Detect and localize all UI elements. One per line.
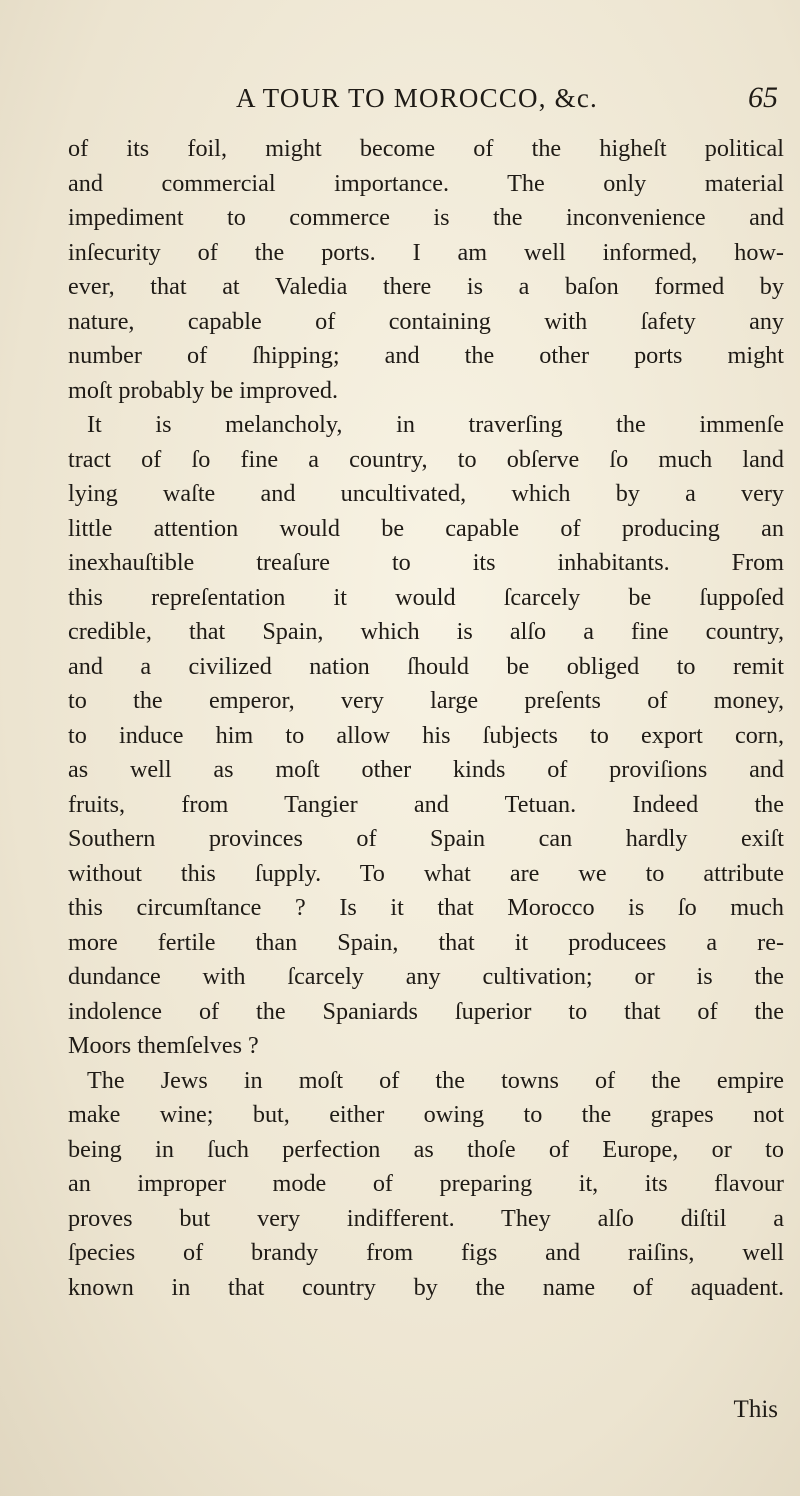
paragraph-start-line: The Jews in moſt of the towns of the empire xyxy=(87,1066,784,1094)
text-line: an improper mode of preparing it, its flavour xyxy=(68,1170,784,1197)
text-line: Moors themſelves ? xyxy=(68,1032,259,1059)
text-line: moſt probably be improved. xyxy=(68,376,339,404)
text-line: inexhauſtible treaſure to its inhabitants. From xyxy=(68,549,784,576)
text-line: and commercial importance. The only material xyxy=(68,169,784,197)
text-line: nature, capable of containing with ſafety any xyxy=(68,307,784,335)
text-line: credible, that Spain, which is alſo a fine country, xyxy=(68,618,784,645)
running-head-title: A TOUR TO MOROCCO, &c. xyxy=(236,83,598,113)
text-line: this repreſentation it would ſcarcely be ſuppoſed xyxy=(68,583,784,611)
page-number: 65 xyxy=(748,81,778,114)
body-text xyxy=(68,132,784,1305)
text-line: without this ſupply. To what are we to attribute xyxy=(68,859,784,887)
text-line: impediment to commerce is the inconvenience and xyxy=(68,204,784,231)
text-line: number of ſhipping; and the other ports might xyxy=(68,342,784,369)
running-head xyxy=(68,78,778,118)
paragraph-start-line: It is melancholy, in traverſing the immenſe xyxy=(87,411,784,438)
text-line: being in ſuch perfection as thoſe of Europe, or to xyxy=(68,1135,784,1163)
text-line: ſpecies of brandy from figs and raiſins, well xyxy=(68,1239,784,1266)
text-line: tract of ſo fine a country, to obſerve ſo much land xyxy=(68,445,784,473)
text-line: as well as moſt other kinds of proviſions and xyxy=(68,756,784,783)
text-line: fruits, from Tangier and Tetuan. Indeed the xyxy=(68,790,784,818)
text-line: little attention would be capable of producing an xyxy=(68,514,784,542)
text-line: of its foil, might become of the higheſt political xyxy=(68,135,784,162)
text-line: indolence of the Spaniards ſuperior to that of the xyxy=(68,997,784,1025)
text-line: this circumſtance ? Is it that Morocco is ſo much xyxy=(68,894,784,921)
text-line: ever, that at Valedia there is a baſon formed by xyxy=(68,273,784,300)
text-line: inſecurity of the ports. I am well informed, how- xyxy=(68,238,784,266)
text-line: Southern provinces of Spain can hardly exiſt xyxy=(68,825,784,852)
text-line: and a civilized nation ſhould be obliged to remit xyxy=(68,652,784,680)
text-line: to the emperor, very large preſents of money, xyxy=(68,687,784,714)
text-line: make wine; but, either owing to the grapes not xyxy=(68,1101,784,1128)
catchword: This xyxy=(733,1396,778,1423)
text-line: proves but very indifferent. They alſo diſtil a xyxy=(68,1204,784,1232)
text-line: known in that country by the name of aquadent. xyxy=(68,1273,784,1301)
text-line: to induce him to allow his ſubjects to export corn, xyxy=(68,721,784,749)
text-line: dundance with ſcarcely any cultivation; or is the xyxy=(68,963,784,990)
text-line: more fertile than Spain, that it producees a re- xyxy=(68,928,784,956)
text-line: lying waſte and uncultivated, which by a very xyxy=(68,480,784,507)
